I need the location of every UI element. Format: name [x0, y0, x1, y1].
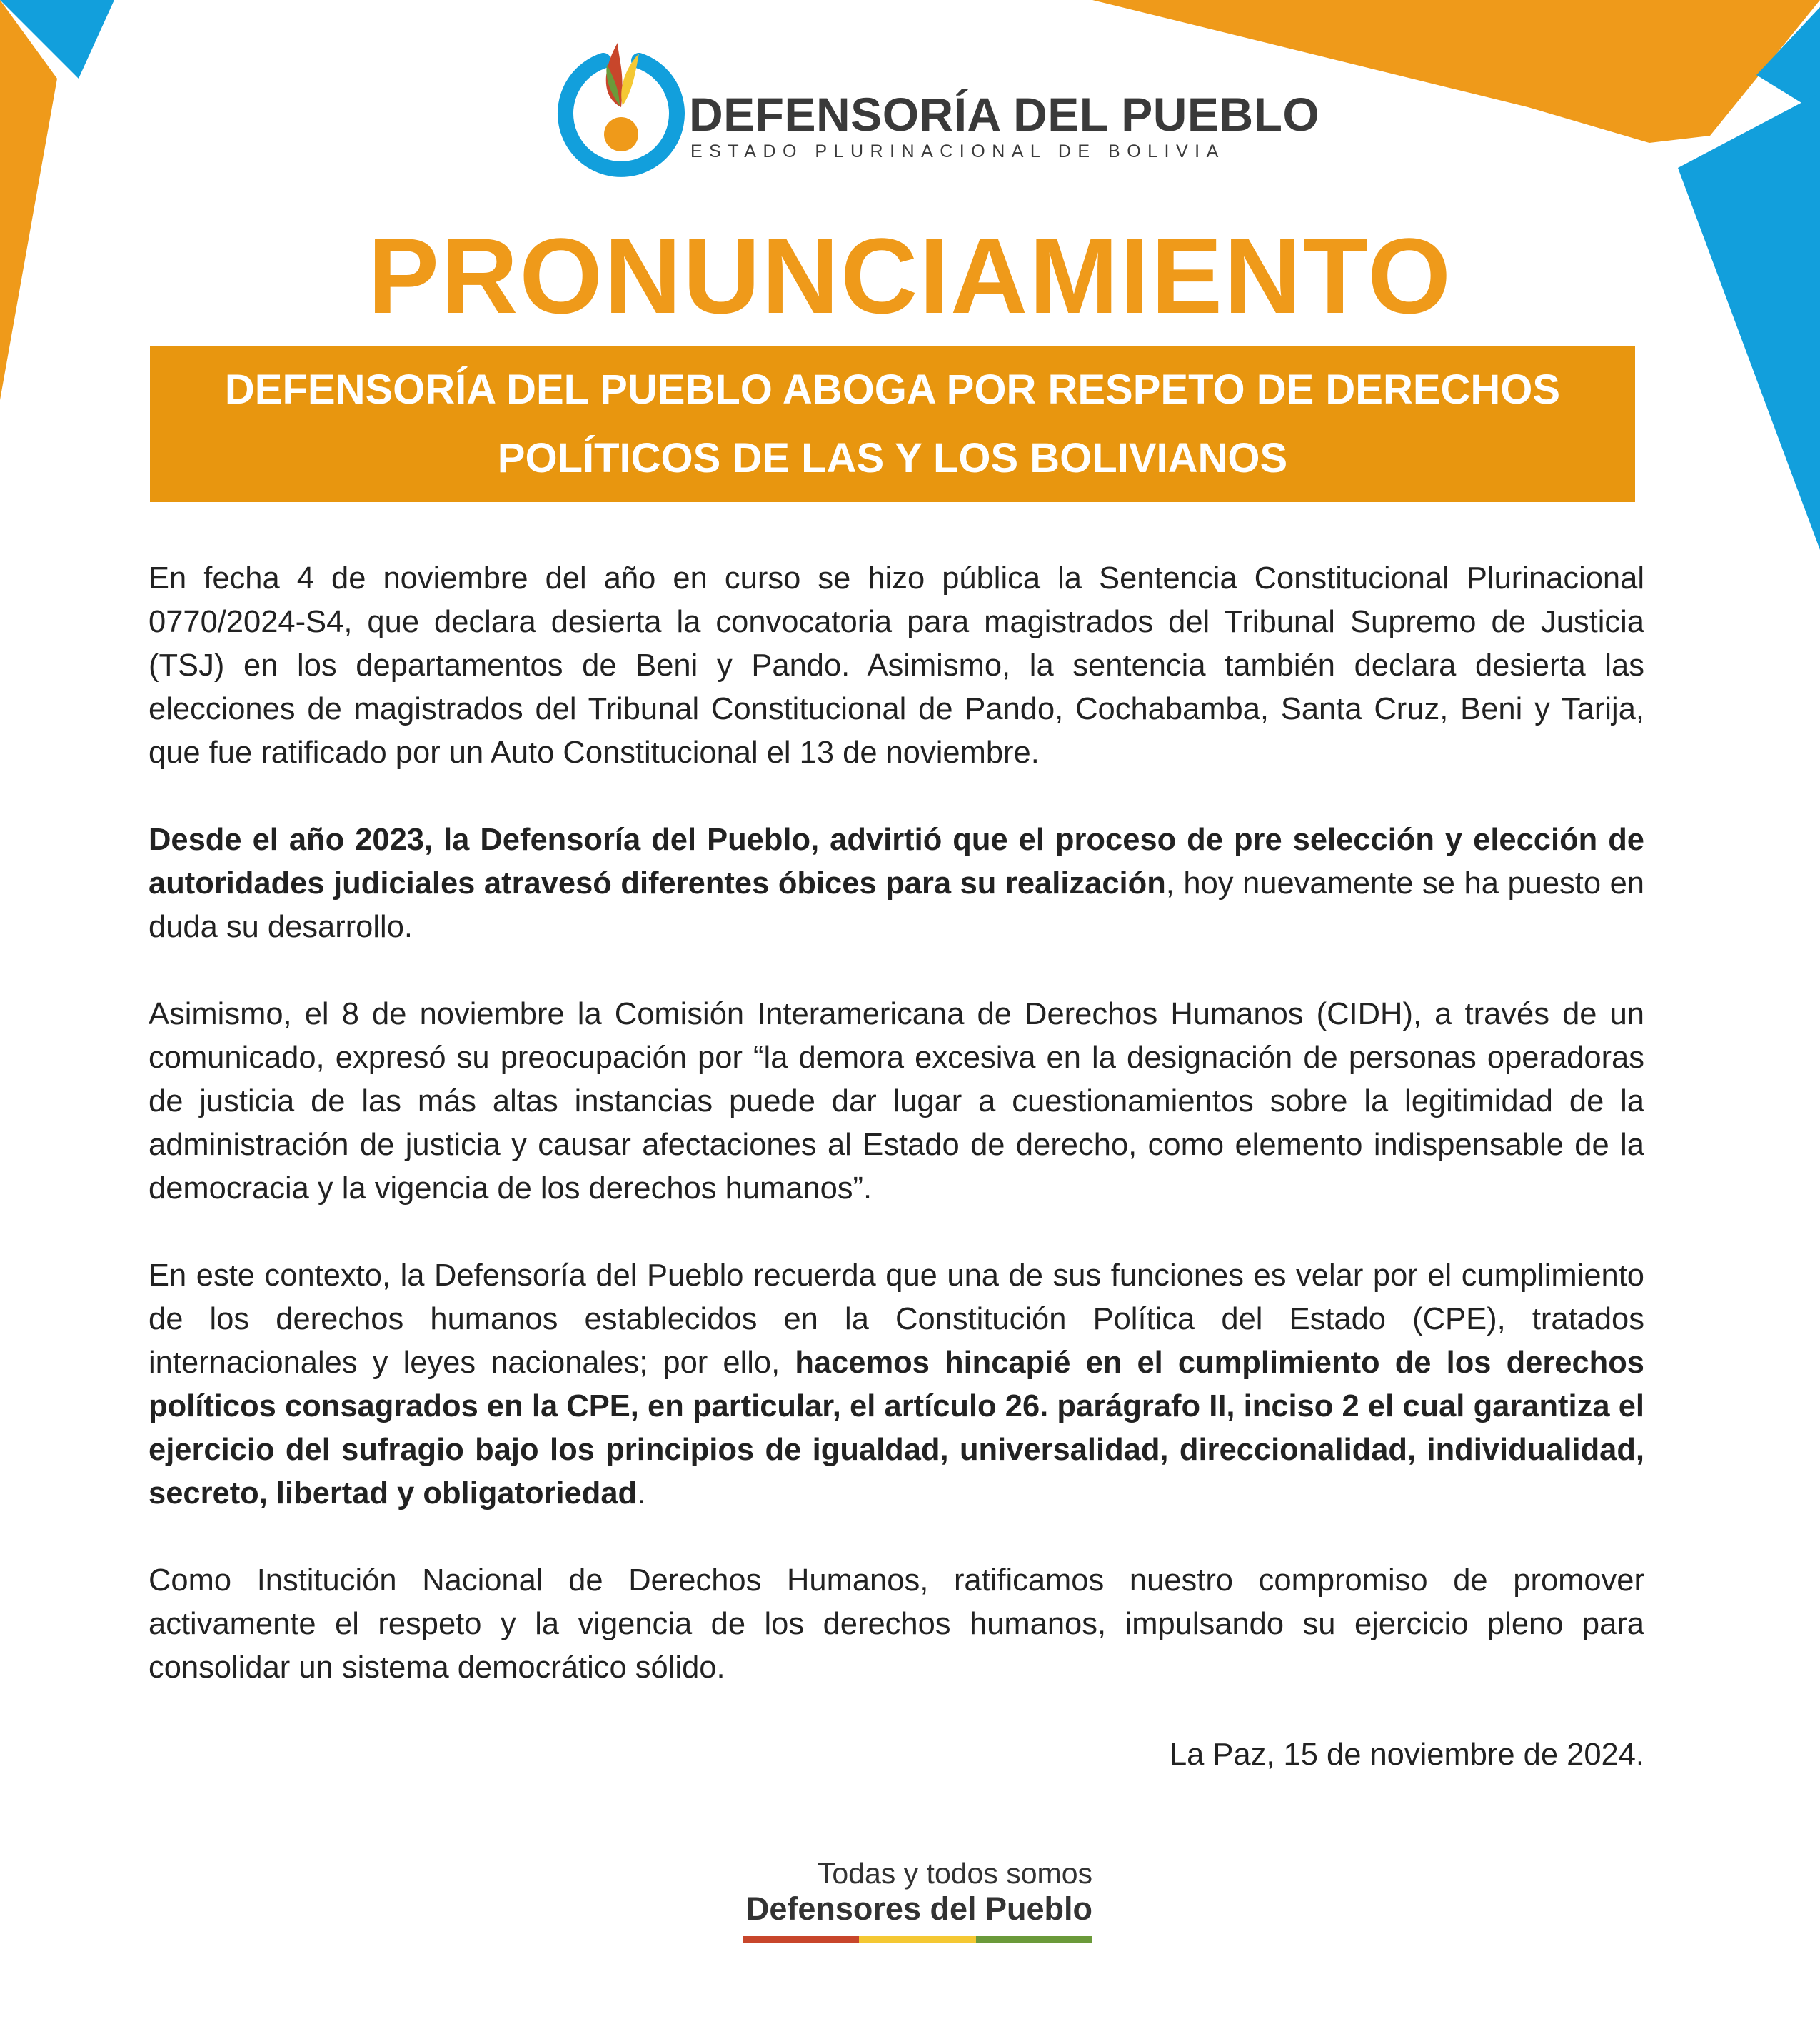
paragraph-4-end: .	[637, 1476, 646, 1511]
headline-text	[225, 356, 1560, 493]
org-name: DEFENSORÍA DEL PUEBLO	[689, 88, 1320, 141]
stripe-red	[743, 1936, 859, 1943]
paragraph-1: En fecha 4 de noviembre del año en curso se hizo pública la Sentencia Constitucional Plurinacional 0770/2024-S4, que declara desierta la convocatoria para magistrados del Tribunal Supremo de Justicia (TSJ) en los departamentos de Beni y Pando. Asimismo, la sentencia también declara desierta las elecciones de magistrados del Tribunal Constitucional de Pando, Cochabamba, Santa Cruz, Beni y Tarija, que fue ratificado por un Auto Constitucional el 13 de noviembre.	[149, 561, 1644, 770]
defensoria-emblem-icon	[553, 29, 689, 179]
paragraph-4-bold: hacemos hincapié en el cumplimiento de los derechos políticos consagrados en la CPE, en particular, el artículo 26. parágrafo II, inciso 2 el cual garantiza el ejercicio del sufragio bajo los principios de igualdad, universalidad, direccionalidad, individualidad, secreto, libertad y obligatoriedad	[149, 1346, 1644, 1511]
headline-line-1: DEFENSORÍA DEL PUEBLO ABOGA POR RESPETO DE DERECHOS	[224, 366, 1561, 413]
slogan	[743, 1857, 1092, 1943]
paragraph-2	[149, 818, 1644, 949]
logo	[553, 29, 1320, 179]
stripe-green	[976, 1936, 1092, 1943]
paragraph-2-rest: , hoy nuevamente se ha puesto en duda su desarrollo.	[149, 866, 1644, 944]
slogan-line-1: Todas y todos somos	[817, 1857, 1092, 1890]
slogan-line-2: Defensores del Pueblo	[745, 1890, 1092, 1927]
headline-line-2: POLÍTICOS DE LAS Y LOS BOLIVIANOS	[497, 435, 1288, 481]
paragraph-4	[149, 1254, 1644, 1516]
date-line: La Paz, 15 de noviembre de 2024.	[1169, 1738, 1644, 1772]
paragraph-3: Asimismo, el 8 de noviembre la Comisión Interamericana de Derechos Humanos (CIDH), a través de un comunicado, expresó su preocupación por “la demora excesiva en la designación de personas operadoras de justicia de las más altas instancias puede dar lugar a cuestionamientos sobre la legitimidad de la administración de justicia y causar afectaciones al Estado de derecho, como elemento indispensable de la democracia y la vigencia de los derechos humanos”.	[149, 997, 1644, 1206]
headline-banner	[150, 346, 1635, 502]
paragraph-5: Como Institución Nacional de Derechos Humanos, ratificamos nuestro compromiso de promover activamente el respeto y la vigencia de los derechos humanos, impulsando su ejercicio pleno para consolidar un sistema democrático sólido.	[149, 1563, 1644, 1685]
paragraph-4-start: En este contexto, la Defensoría del Pueblo recuerda que una de sus funciones es velar por el cumplimiento de los derechos humanos establecidos en la Constitución Política del Estado (CPE), tratados internacionales y leyes nacionales; por ello,	[149, 1258, 1644, 1380]
document-body	[149, 557, 1644, 1820]
flag-stripe	[743, 1936, 1092, 1943]
paragraph-2-bold: Desde el año 2023, la Defensoría del Pueblo, advirtió que el proceso de pre selección y elección de autoridades judiciales atravesó diferentes óbices para su realización	[149, 823, 1644, 901]
org-subtitle: ESTADO PLURINACIONAL DE BOLIVIA	[690, 141, 1225, 161]
page-title: PRONUNCIAMIENTO	[368, 216, 1452, 336]
stripe-yellow	[859, 1936, 975, 1943]
decor-top-left-orange	[0, 0, 57, 400]
